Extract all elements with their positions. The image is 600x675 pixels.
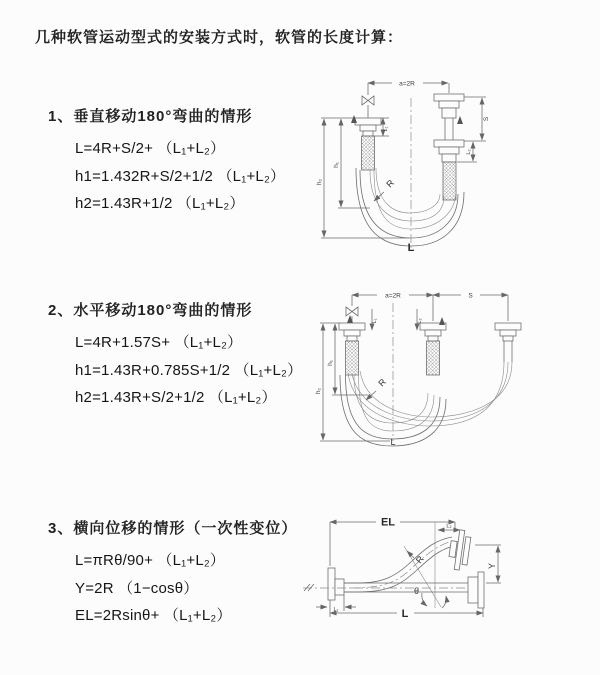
- dim-l2: [438, 524, 460, 531]
- formula-h1: h1=1.432R+S/2+1/2 （L₁+L₂）: [75, 167, 286, 185]
- formula-h2: h2=1.43R+1/2 （L₁+L₂）: [75, 195, 245, 212]
- move-up-arrow: [457, 116, 463, 124]
- dim-label-s: S: [483, 116, 490, 122]
- dim-s: [433, 293, 508, 300]
- left-flange-fitting: [355, 118, 381, 170]
- section-2-heading: 2、水平移动180°弯曲的情形: [48, 302, 253, 319]
- dim-l: [330, 600, 483, 620]
- valve-icon: [362, 96, 374, 118]
- formula-L: L=πRθ/90+ （L₁+L₂）: [75, 552, 226, 569]
- formula-EL: EL=2Rsinθ+ （L₁+L₂）: [75, 607, 232, 624]
- dim-radius: [374, 177, 396, 201]
- section-3: [48, 517, 297, 630]
- braided-hose-section: [362, 136, 375, 170]
- dim-label-l1: L₁: [383, 126, 389, 132]
- dim-label-l2: L₂: [417, 318, 423, 324]
- dim-label-a2r: a=2R: [399, 80, 415, 88]
- hose-s-curve: [344, 537, 454, 592]
- dim-radius: [366, 376, 388, 400]
- section-1-formulas: [75, 135, 285, 218]
- dim-label-el: EL: [380, 516, 396, 529]
- upper-flange-fitting: [447, 529, 471, 571]
- section-2: [48, 299, 302, 412]
- centerline-break-mark: [304, 584, 314, 591]
- section-2-formulas: [75, 329, 302, 412]
- section-3-formulas: [75, 547, 297, 630]
- dim-label-y: Y: [487, 562, 497, 570]
- section-3-heading: 3、横向位移的情形（一次性变位）: [48, 520, 298, 537]
- braided-hose-section: [443, 162, 456, 200]
- section-1: [48, 105, 285, 218]
- angle-construction: [404, 522, 446, 608]
- dim-label-l1: L₁: [333, 607, 339, 613]
- formula-h1: h1=1.43R+0.785S+1/2 （L₁+L₂）: [75, 361, 303, 379]
- dim-label-l2: L₂: [446, 523, 452, 530]
- dim-label-h1: h₁: [333, 162, 340, 168]
- dim-label-l2: L₂: [466, 149, 472, 155]
- dim-label-theta: θ: [414, 586, 420, 596]
- right-flange-fitting: [495, 323, 521, 362]
- dim-label-a2r: a=2R: [385, 292, 401, 300]
- section-1-heading: 1、垂直移动180°弯曲的情形: [48, 108, 253, 125]
- dim-label-r: R: [376, 376, 389, 389]
- right-flange-fitting: [434, 94, 464, 200]
- dim-label-l: L: [390, 437, 396, 447]
- dim-label-l1: L₁: [372, 318, 378, 324]
- dim-s: [464, 97, 490, 141]
- dim-a2r: [352, 293, 433, 300]
- diagram-lateral-displacement: [300, 500, 600, 665]
- formula-h2: h2=1.43R+S/2+1/2 （L₁+L₂）: [75, 389, 277, 406]
- dim-label-l: L: [401, 608, 409, 620]
- dim-l1: [372, 309, 378, 330]
- dim-label-l: L: [407, 242, 415, 254]
- braided-hose-section: [427, 341, 440, 375]
- dim-l1: [316, 595, 356, 613]
- left-flange-fitting: [339, 323, 365, 375]
- formula-L: L=4R+1.57S+ （L₁+L₂）: [75, 334, 243, 351]
- dim-label-s: S: [468, 292, 473, 300]
- diagram-vertical-180-bend: [310, 70, 595, 260]
- dim-label-h2: h₂: [315, 387, 322, 395]
- diagram-horizontal-180-bend: [310, 283, 600, 455]
- dim-label-h1: h₁: [327, 360, 334, 366]
- dim-label-r: R: [413, 553, 426, 566]
- page-title: 几种软管运动型式的安装方式时，软管的长度计算：: [35, 29, 404, 46]
- left-flange-fitting: [328, 568, 344, 600]
- dim-label-h2: h₂: [316, 178, 323, 186]
- hose-straight-position: [344, 583, 468, 592]
- formula-L: L=4R+S/2+ （L₁+L₂）: [75, 140, 226, 157]
- dim-label-r: R: [384, 177, 397, 190]
- braided-hose-section: [346, 341, 359, 375]
- dim-el: [330, 517, 455, 567]
- middle-flange-fitting: [420, 323, 446, 375]
- dim-a2r: [368, 81, 449, 95]
- move-up-arrow: [439, 317, 445, 325]
- lower-flange-fitting: [468, 572, 484, 608]
- formula-Y: Y=2R （1−cosθ）: [75, 579, 199, 597]
